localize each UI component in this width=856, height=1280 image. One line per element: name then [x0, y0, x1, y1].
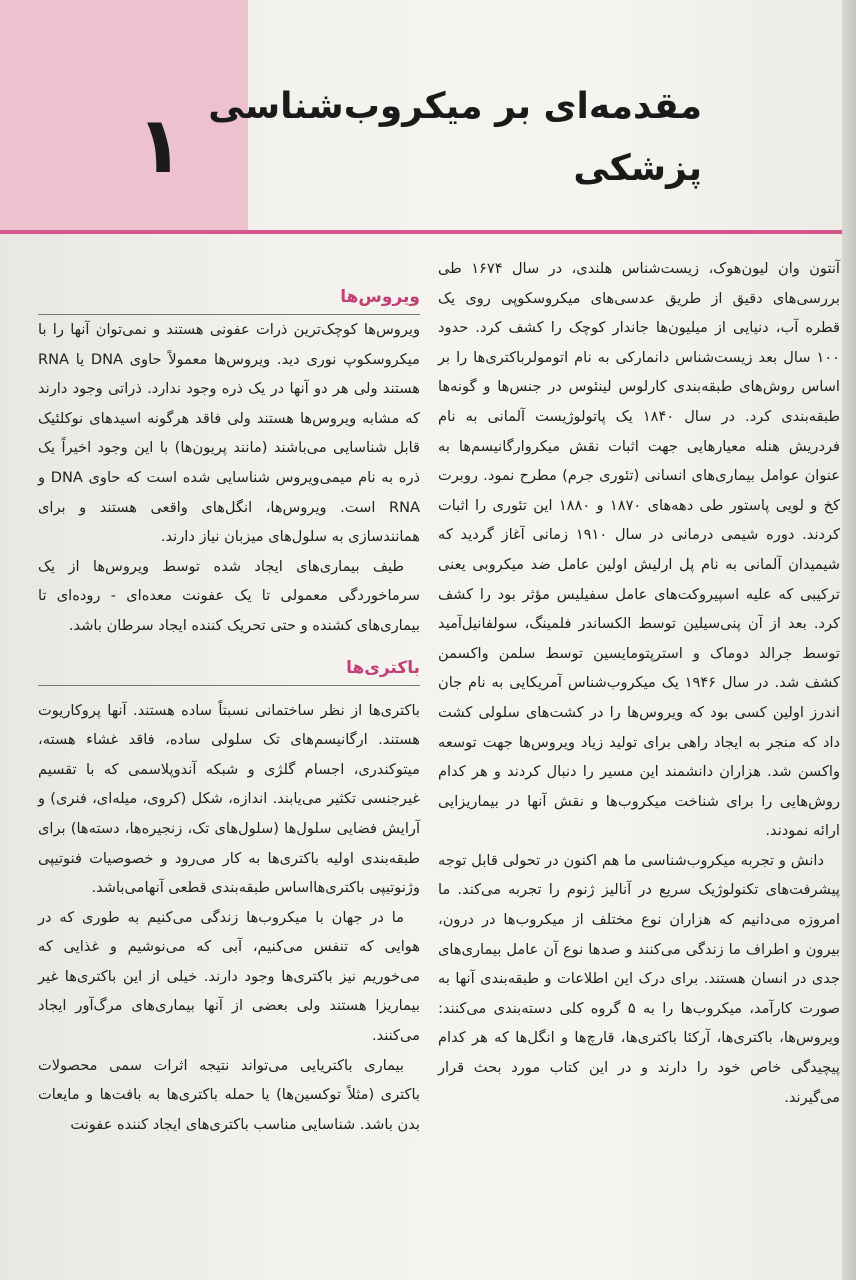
- section-heading-viruses: ویروس‌ها: [38, 282, 420, 315]
- bacteria-paragraph-3: بیماری باکتریایی می‌تواند نتیجه اثرات سمی محصولات باکتری (مثلاً توکسین‌ها) یا حمله باکتری‌ها به بافت‌ها و مایعات بدن باشد. شناسایی مناسب باکتری‌های ایجاد کننده عفونت: [38, 1056, 420, 1133]
- viruses-paragraph-2: طیف بیماری‌های ایجاد شده توسط ویروس‌ها از یک سرماخوردگی معمولی تا یک عفونت معده‌ای - روده‌ای تا بیماری‌های کشنده و حتی تحریک کننده ایجاد سرطان باشد.: [38, 557, 420, 634]
- page-edge-shadow: [842, 0, 856, 1280]
- header-rule: [0, 230, 842, 234]
- viruses-paragraph-1: ویروس‌ها کوچک‌ترین ذرات عفونی هستند و نمی‌توان آنها را با میکروسکوپ نوری دید. ویروس‌ها معمولاً حاوی DNA یا RNA هستند ولی هر دو آنها در یک ذره وجود ندارد. ذراتی وجود دارند که مشابه ویروس‌ها هستند ولی فاقد هرگونه اسیدهای نوکلئیک قابل شناسایی می‌باشند (مانند پریون‌ها) با این وجود اخیراً یک ذره به نام میمی‌ویروس شناسایی شده است که حاوی DNA و RNA است. ویروس‌ها، انگل‌های واقعی هستند و برای همانندسازی به سلول‌های میزبان نیاز دارند.: [38, 321, 420, 546]
- intro-paragraph-2: دانش و تجربه میکروب‌شناسی ما هم اکنون در تحولی قابل توجه پیشرفت‌های تکنولوژیک سریع در آنالیز ژنوم را تجربه می‌کند. ما امروزه می‌دانیم که هزاران نوع مختلف از میکروب‌ها در درون، بیرون و اطراف ما زندگی می‌کنند و صدها نوع آن عامل بیماری‌های جدی در انسان هستند. برای درک این اطلاعات و طبقه‌بندی آنها به صورت کارآمد، میکروب‌ها را به ۵ گروه کلی دسته‌بندی می‌کنند: ویروس‌ها، باکتری‌ها، آرکئا باکتری‌ها، قارچ‌ها و انگل‌ها که هر کدام پیچیدگی خاص خود را دارند و در این کتاب مورد بحث قرار می‌گیرند.: [438, 851, 840, 1106]
- chapter-number: ۱: [136, 101, 184, 191]
- section-heading-bacteria: باکتری‌ها: [38, 653, 420, 686]
- chapter-title-area: [208, 0, 842, 232]
- bacteria-paragraph-1: باکتری‌ها از نظر ساختمانی نسبتاً ساده هستند. آنها پروکاریوت هستند. ارگانیسم‌های تک سلولی ساده، فاقد غشاء هسته، میتوکندری، اجسام گلژی و شبکه آندوپلاسمی که با تقسیم غیرجنسی تکثیر می‌یابند. اندازه، شکل (کروی، میله‌ای، فنری) و آرایش فضایی سلول‌ها (سلول‌های تک، زنجیره‌ها، دسته‌ها) برای طبقه‌بندی اولیه باکتری‌ها به کار می‌رود و خصوصیات فنوتیپی وژنوتیپی باکتری‌هااساس طبقه‌بندی قطعی آنهامی‌باشد.: [38, 701, 420, 897]
- chapter-title: مقدمه‌ای بر میکروب‌شناسی پزشکی: [208, 86, 702, 189]
- heading-spacer: [38, 686, 420, 696]
- intro-paragraph-1: آنتون وان لیون‌هوک، زیست‌شناس هلندی، در سال ۱۶۷۴ طی بررسی‌های دقیق از طریق عدسی‌های میکروسکوپی روی یک قطره آب، دنیایی از میلیون‌ها جاندار کوچک را کشف کرد. حدود ۱۰۰ سال بعد زیست‌شناس دانمارکی به نام اتومولرباکتری‌ها را بر اساس روش‌های طبقه‌بندی کارلوس لینئوس در جنس‌ها و گونه‌ها طبقه‌بندی کرد. در سال ۱۸۴۰ یک پاتولوژیست آلمانی به نام فردریش هنله معیارهایی جهت اثبات نقش میکروارگانیسم‌ها به عنوان عوامل بیماری‌های انسانی (تئوری جرم) مطرح نمود. روبرت کخ و لویی پاستور طی دهه‌های ۱۸۷۰ و ۱۸۸۰ این تئوری را اثبات کردند. دوره شیمی درمانی در سال ۱۹۱۰ زمانی آغاز گردید که شیمیدان آلمانی به نام پل ارلیش اولین عامل ضد میکروبی یعنی ترکیبی که علیه اسپیروکت‌های عامل سفیلیس مؤثر بود را کشف کرد. بعد از آن پنی‌سیلین توسط الکساندر فلمینگ، سولفانیل‌آمید توسط جرالد دوماک و استرپتومایسین توسط سلمن واکسمن کشف شد. در سال ۱۹۴۶ یک میکروب‌شناس آمریکایی به نام جان اندرز اولین کسی بود که ویروس‌ها را در کشت‌های سلولی کشت داد که منجر به ایجاد راهی برای تولید زیاد ویروس‌ها جهت توسعه واکسن شد. هزاران دانشمند این مسیر را دنبال کردند و هر کدام روش‌هایی را برای شناخت میکروب‌ها و نقش آنها در بیماریزایی ارائه نمودند.: [438, 260, 841, 840]
- right-text-column: [438, 254, 840, 1112]
- section-spacer: [38, 641, 420, 653]
- left-text-column: [38, 282, 420, 1139]
- bacteria-paragraph-2: ما در جهان با میکروب‌ها زندگی می‌کنیم به طوری که در هوایی که تنفس می‌کنیم، آبی که می‌نوشیم و غذایی که می‌خوریم نیز باکتری‌ها وجود دارند. خیلی از این باکتری‌ها غیر بیماریزا هستند ولی بعضی از آنها بیماری‌های مرگ‌آور ایجاد می‌کنند.: [38, 908, 420, 1045]
